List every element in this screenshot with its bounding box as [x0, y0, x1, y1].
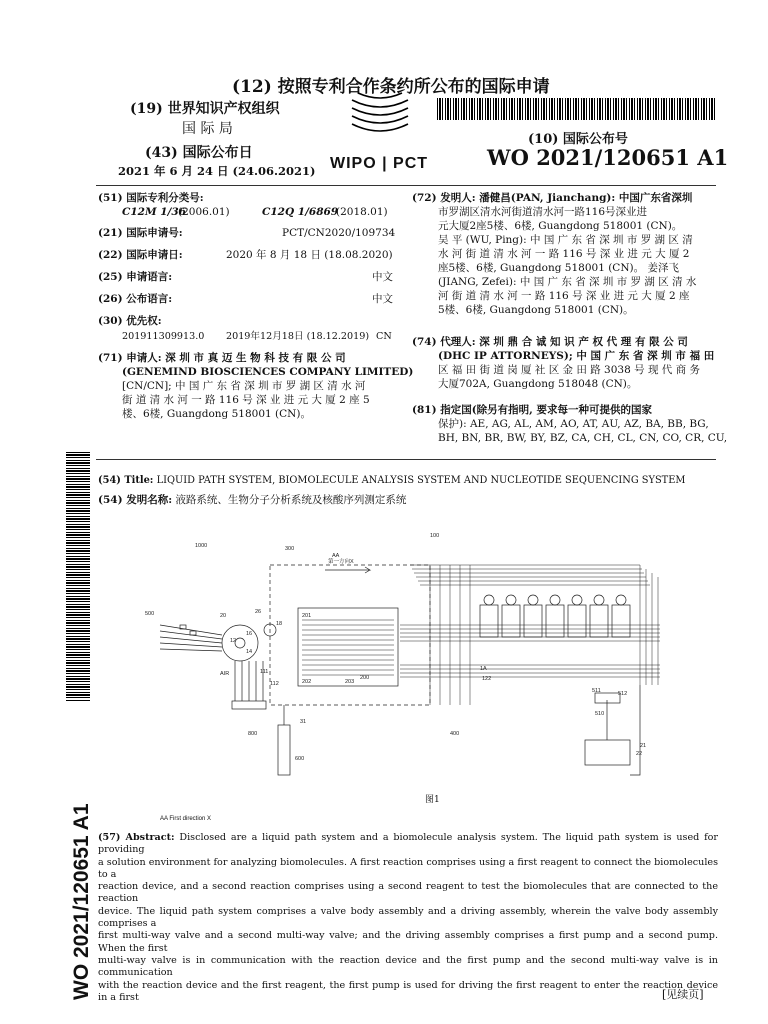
designated-line-2: 保护): AE, AG, AL, AM, AO, AT, AU, AZ, BA, BB, BG, — [438, 418, 709, 430]
abstract-line-2: a solution environment for analyzing biomolecules. A first reaction comprises using a first reagent to connect the biomolecules to a — [98, 856, 718, 880]
filing-lang-value: 中文 — [372, 271, 393, 283]
svg-text:26: 26 — [255, 609, 262, 615]
abstract-line-5: first multi-way valve and a second multi-way valve; and the driving assembly comprises a first pump and a second pump. When the first — [98, 930, 718, 954]
title-en — [98, 474, 685, 487]
wipo-logo — [330, 88, 430, 158]
priority-date: 2019年12月18日 (18.12.2019) — [226, 331, 370, 342]
org-bureau: 国 际 局 — [182, 121, 233, 137]
pub-lang-label: (26) 公布语言: — [98, 293, 173, 305]
applicant-line-4: 街 道 清 水 河 一 路 116 号 深 业 进 元 大 厦 2 座 5 — [122, 394, 370, 406]
pub-lang-value: 中文 — [372, 293, 393, 305]
svg-text:500: 500 — [145, 611, 155, 617]
agent-line-3: 区 福 田 街 道 岗 厦 社 区 金 田 路 3038 号 现 代 商 务 — [438, 364, 700, 376]
figure-caption: 图1 — [425, 795, 440, 805]
reaction-device — [298, 608, 398, 686]
app-no-label: (21) 国际申请号: — [98, 227, 183, 239]
ipc-class-2: C12Q 1/6869 — [262, 206, 339, 218]
svg-text:600: 600 — [295, 756, 305, 762]
svg-text:200: 200 — [360, 675, 370, 681]
agent-line-4: 大厦702A, Guangdong 518048 (CN)。 — [438, 378, 638, 390]
svg-text:12: 12 — [230, 638, 237, 644]
continued-note: [见续页] — [662, 988, 704, 1001]
app-date-value: 2020 年 8 月 18 日 (18.08.2020) — [226, 249, 393, 261]
svg-text:20: 20 — [220, 613, 227, 619]
document-title: (12) 按照专利合作条约所公布的国际申请 — [232, 77, 550, 97]
applicant-line-2: (GENEMIND BIOSCIENCES COMPANY LIMITED) — [122, 366, 414, 378]
svg-text:202: 202 — [302, 679, 312, 685]
ipc-class-2-date: (2018.01) — [336, 206, 388, 218]
app-no-value: PCT/CN2020/109734 — [282, 227, 396, 239]
side-pub-number: WO 2021/120651 A1 — [70, 803, 93, 1000]
ipc-label: (51) 国际专利分类号: — [98, 192, 204, 204]
priority-country: CN — [376, 331, 392, 342]
title-en-text: LIQUID PATH SYSTEM, BIOMOLECULE ANALYSIS SYSTEM AND NUCLEOTIDE SEQUENCING SYSTEM — [156, 475, 686, 486]
svg-text:511: 511 — [592, 688, 601, 694]
svg-text:112: 112 — [270, 681, 279, 687]
svg-text:400: 400 — [450, 731, 460, 737]
priority-number: 201911309913.0 — [122, 331, 205, 342]
ipc-class-1: C12M 1/36 — [122, 206, 186, 218]
svg-text:203: 203 — [345, 679, 355, 685]
title-en-label: (54) Title: — [98, 475, 154, 486]
side-barcode — [66, 452, 90, 702]
svg-text:31: 31 — [300, 719, 307, 725]
wipo-pct-text: WIPO | PCT — [330, 155, 429, 172]
svg-text:122: 122 — [482, 676, 492, 682]
title-cn — [98, 494, 406, 507]
org-name: (19) 世界知识产权组织 — [130, 101, 280, 117]
header-divider — [96, 185, 716, 186]
ipc-class-1-date: (2006.01) — [178, 206, 230, 218]
inventor-line-6: 座5楼、6楼, Guangdong 518001 (CN)。 姜泽飞 — [438, 262, 679, 274]
inventor-line-8: 河 街 道 清 水 河 一 路 116 号 深 业 进 元 大 厦 2 座 — [438, 290, 690, 302]
svg-text:第一方向X: 第一方向X — [328, 559, 354, 565]
svg-text:21: 21 — [640, 743, 647, 749]
svg-text:1A: 1A — [480, 666, 487, 672]
pub-date-label: (43) 国际公布日 — [145, 145, 253, 161]
title-cn-label: (54) 发明名称: — [98, 494, 173, 506]
svg-text:18: 18 — [276, 621, 283, 627]
inventor-line-2: 市罗湖区清水河街道清水河一路116号深业进 — [438, 206, 648, 218]
title-cn-text: 液路系统、生物分子分析系统及核酸序列测定系统 — [175, 494, 407, 506]
abstract-line-6: multi-way valve is in communication with the reaction device and the first pump and the second multi-way valve is in communication — [98, 954, 718, 979]
svg-text:16: 16 — [246, 631, 253, 637]
svg-text:22: 22 — [636, 751, 643, 757]
svg-text:1000: 1000 — [195, 543, 208, 549]
agent-line-1: (74) 代理人: 深 圳 鼎 合 诚 知 识 产 权 代 理 有 限 公 司 — [412, 336, 688, 348]
figure-aa-note: AA First direction X — [160, 816, 212, 822]
svg-text:AA: AA — [332, 553, 340, 559]
inventor-line-5: 水 河 街 道 清 水 河 一 路 116 号 深 业 进 元 大 厦 2 — [438, 248, 690, 260]
svg-text:512: 512 — [618, 691, 628, 697]
svg-text:14: 14 — [246, 649, 253, 655]
inventor-line-7: (JIANG, Zefei): 中 国 广 东 省 深 圳 市 罗 湖 区 清 水 — [438, 276, 697, 288]
applicant-line-3: [CN/CN]; 中 国 广 东 省 深 圳 市 罗 湖 区 清 水 河 — [122, 380, 366, 392]
applicant-line-5: 楼、6楼, Guangdong 518001 (CN)。 — [122, 408, 311, 420]
svg-text:100: 100 — [430, 533, 440, 539]
applicant-line-1: (71) 申请人: 深 圳 市 真 迈 生 物 科 技 有 限 公 司 — [98, 352, 346, 364]
pub-no-label: (10) 国际公布号 — [528, 132, 628, 147]
inventor-line-9: 5楼、6楼, Guangdong 518001 (CN)。 — [438, 304, 634, 316]
agent-line-2: (DHC IP ATTORNEYS); 中 国 广 东 省 深 圳 市 福 田 — [438, 350, 715, 362]
svg-text:300: 300 — [285, 546, 295, 552]
abstract-line-7: with the reaction device and the first reagent, the first pump is used for driving the first reagent to enter the reaction device in a first — [98, 979, 718, 1003]
app-date-label: (22) 国际申请日: — [98, 249, 183, 261]
inventor-line-4: 吴 平 (WU, Ping): 中 国 广 东 省 深 圳 市 罗 湖 区 清 — [438, 234, 693, 246]
designated-line-3: BH, BN, BR, BW, BY, BZ, CA, CH, CL, CN, CO, CR, CU, — [438, 432, 728, 444]
svg-text:111: 111 — [260, 669, 269, 675]
top-barcode — [437, 98, 715, 120]
filing-lang-label: (25) 申请语言: — [98, 271, 173, 283]
svg-text:800: 800 — [248, 731, 258, 737]
pub-date: 2021 年 6 月 24 日 (24.06.2021) — [118, 164, 316, 178]
svg-text:AIR: AIR — [220, 671, 230, 677]
abstract-line-1: Disclosed are a liquid path system and a biomolecule analysis system. The liquid path system is used for providing — [98, 832, 718, 856]
figure-1 — [140, 525, 700, 800]
priority-label: (30) 优先权: — [98, 315, 162, 327]
svg-text:510: 510 — [595, 711, 605, 717]
abstract-line-3: reaction device, and a second reaction comprises using a second reagent to test the biomolecules that are connected to the reaction — [98, 881, 718, 905]
abstract-label: (57) Abstract: — [98, 832, 175, 843]
inventor-line-1: (72) 发明人: 潘健昌(PAN, Jianchang): 中国广东省深圳 — [412, 192, 693, 204]
designated-line-1: (81) 指定国(除另有指明, 要求每一种可提供的国家 — [412, 404, 652, 416]
abstract — [98, 832, 718, 1004]
svg-text:201: 201 — [302, 613, 312, 619]
section-divider — [96, 459, 716, 460]
inventor-line-3: 元大厦2座5楼、6楼, Guangdong 518001 (CN)。 — [438, 220, 683, 232]
figure-drawing — [140, 525, 700, 800]
pub-number: WO 2021/120651 A1 — [487, 145, 729, 170]
abstract-line-4: device. The liquid path system comprises a valve body assembly and a driving assembly, wherein the valve body assembly comprises a — [98, 905, 718, 930]
